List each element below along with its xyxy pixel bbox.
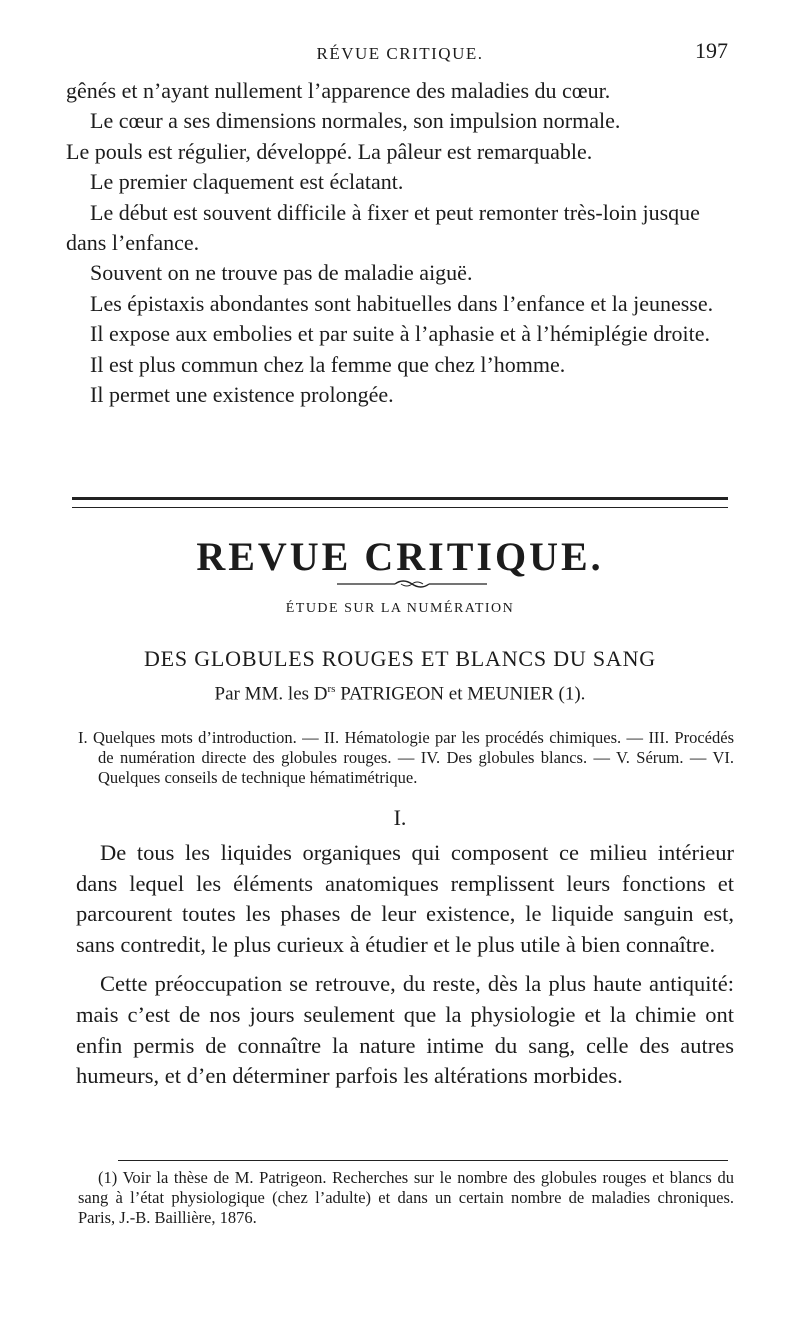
page-number: 197 (695, 38, 728, 63)
authors-byline (0, 683, 800, 705)
article-subtitle-small: ÉTUDE SUR LA NUMÉRATION (285, 601, 515, 616)
paragraph: Cette préoccupation se retrouve, du reste, dès la plus haute antiquité: mais c’est de nos jours seulement que la physiologie et la chimie ont enfin permis de connaître la nature intime du sang, celle des autres humeurs, et d’en déterminer parfois les altérations morbides. (76, 971, 734, 1089)
article-title: REVUE CRITIQUE. (196, 534, 604, 579)
paragraph: De tous les liquides organiques qui composent ce milieu intérieur dans lequel les éléments anatomiques remplissent leurs fonctions et parcourent toutes les phases de leur existence, le liquide sanguin est, sans contredit, le plus curieux à étudier et le plus utile à bien connaître. (76, 840, 734, 957)
byline-prefix: Par MM. les D (214, 683, 328, 705)
text-line: Souvent on ne trouve pas de maladie aiguë. (90, 260, 473, 286)
section-divider-thin (72, 507, 728, 508)
text-line: Il expose aux embolies et par suite à l’aphasie et à l’hémiplégie droite. (90, 321, 711, 347)
running-title: RÉVUE CRITIQUE. (316, 44, 484, 63)
footnote (78, 1168, 734, 1228)
text-line: Il est plus commun chez la femme que chez l’homme. (90, 351, 566, 377)
toc-text: I. Quelques mots d’introduction. — II. Hématologie par les procédés chimiques. — III. Procédés de numération directe des globules rouges. — IV. Des globules blancs. — V. Sérum. — VI. Quelques conseils de technique hématimétrique. (78, 728, 734, 787)
continued-text-block (66, 76, 732, 410)
byline-superscript: rs (327, 683, 336, 695)
ornament-rule (337, 578, 487, 590)
text-line: Le pouls est régulier, développé. La pâleur est remarquable. (66, 138, 593, 164)
section-numeral: I. (393, 805, 407, 830)
article-body (76, 838, 734, 1101)
text-line: Le cœur a ses dimensions normales, son impulsion normale. (90, 108, 621, 134)
article-subtitle-main: DES GLOBULES ROUGES ET BLANCS DU SANG (143, 646, 656, 671)
section-divider-thick (72, 497, 728, 500)
footnote-separator (118, 1160, 728, 1161)
text-line: Le début est souvent difficile à fixer et peut remonter très-loin jusque dans l’enfance. (66, 199, 700, 256)
footnote-text: (1) Voir la thèse de M. Patrigeon. Recherches sur le nombre des globules rouges et blancs du sang à l’état physiologique (chez l’adulte) et dans un certain nombre de maladies chroniques. Paris, J.-B. Baillière, 1876. (78, 1168, 734, 1227)
text-line: Les épistaxis abondantes sont habituelles dans l’enfance et la jeunesse. (90, 290, 714, 316)
text-line: gênés et n’ayant nullement l’apparence des maladies du cœur. (66, 78, 611, 103)
text-line: Il permet une existence prolongée. (90, 382, 394, 408)
text-line: Le premier claquement est éclatant. (90, 169, 404, 195)
byline-names: PATRIGEON et MEUNIER (1). (335, 683, 586, 705)
table-of-contents (78, 728, 734, 788)
